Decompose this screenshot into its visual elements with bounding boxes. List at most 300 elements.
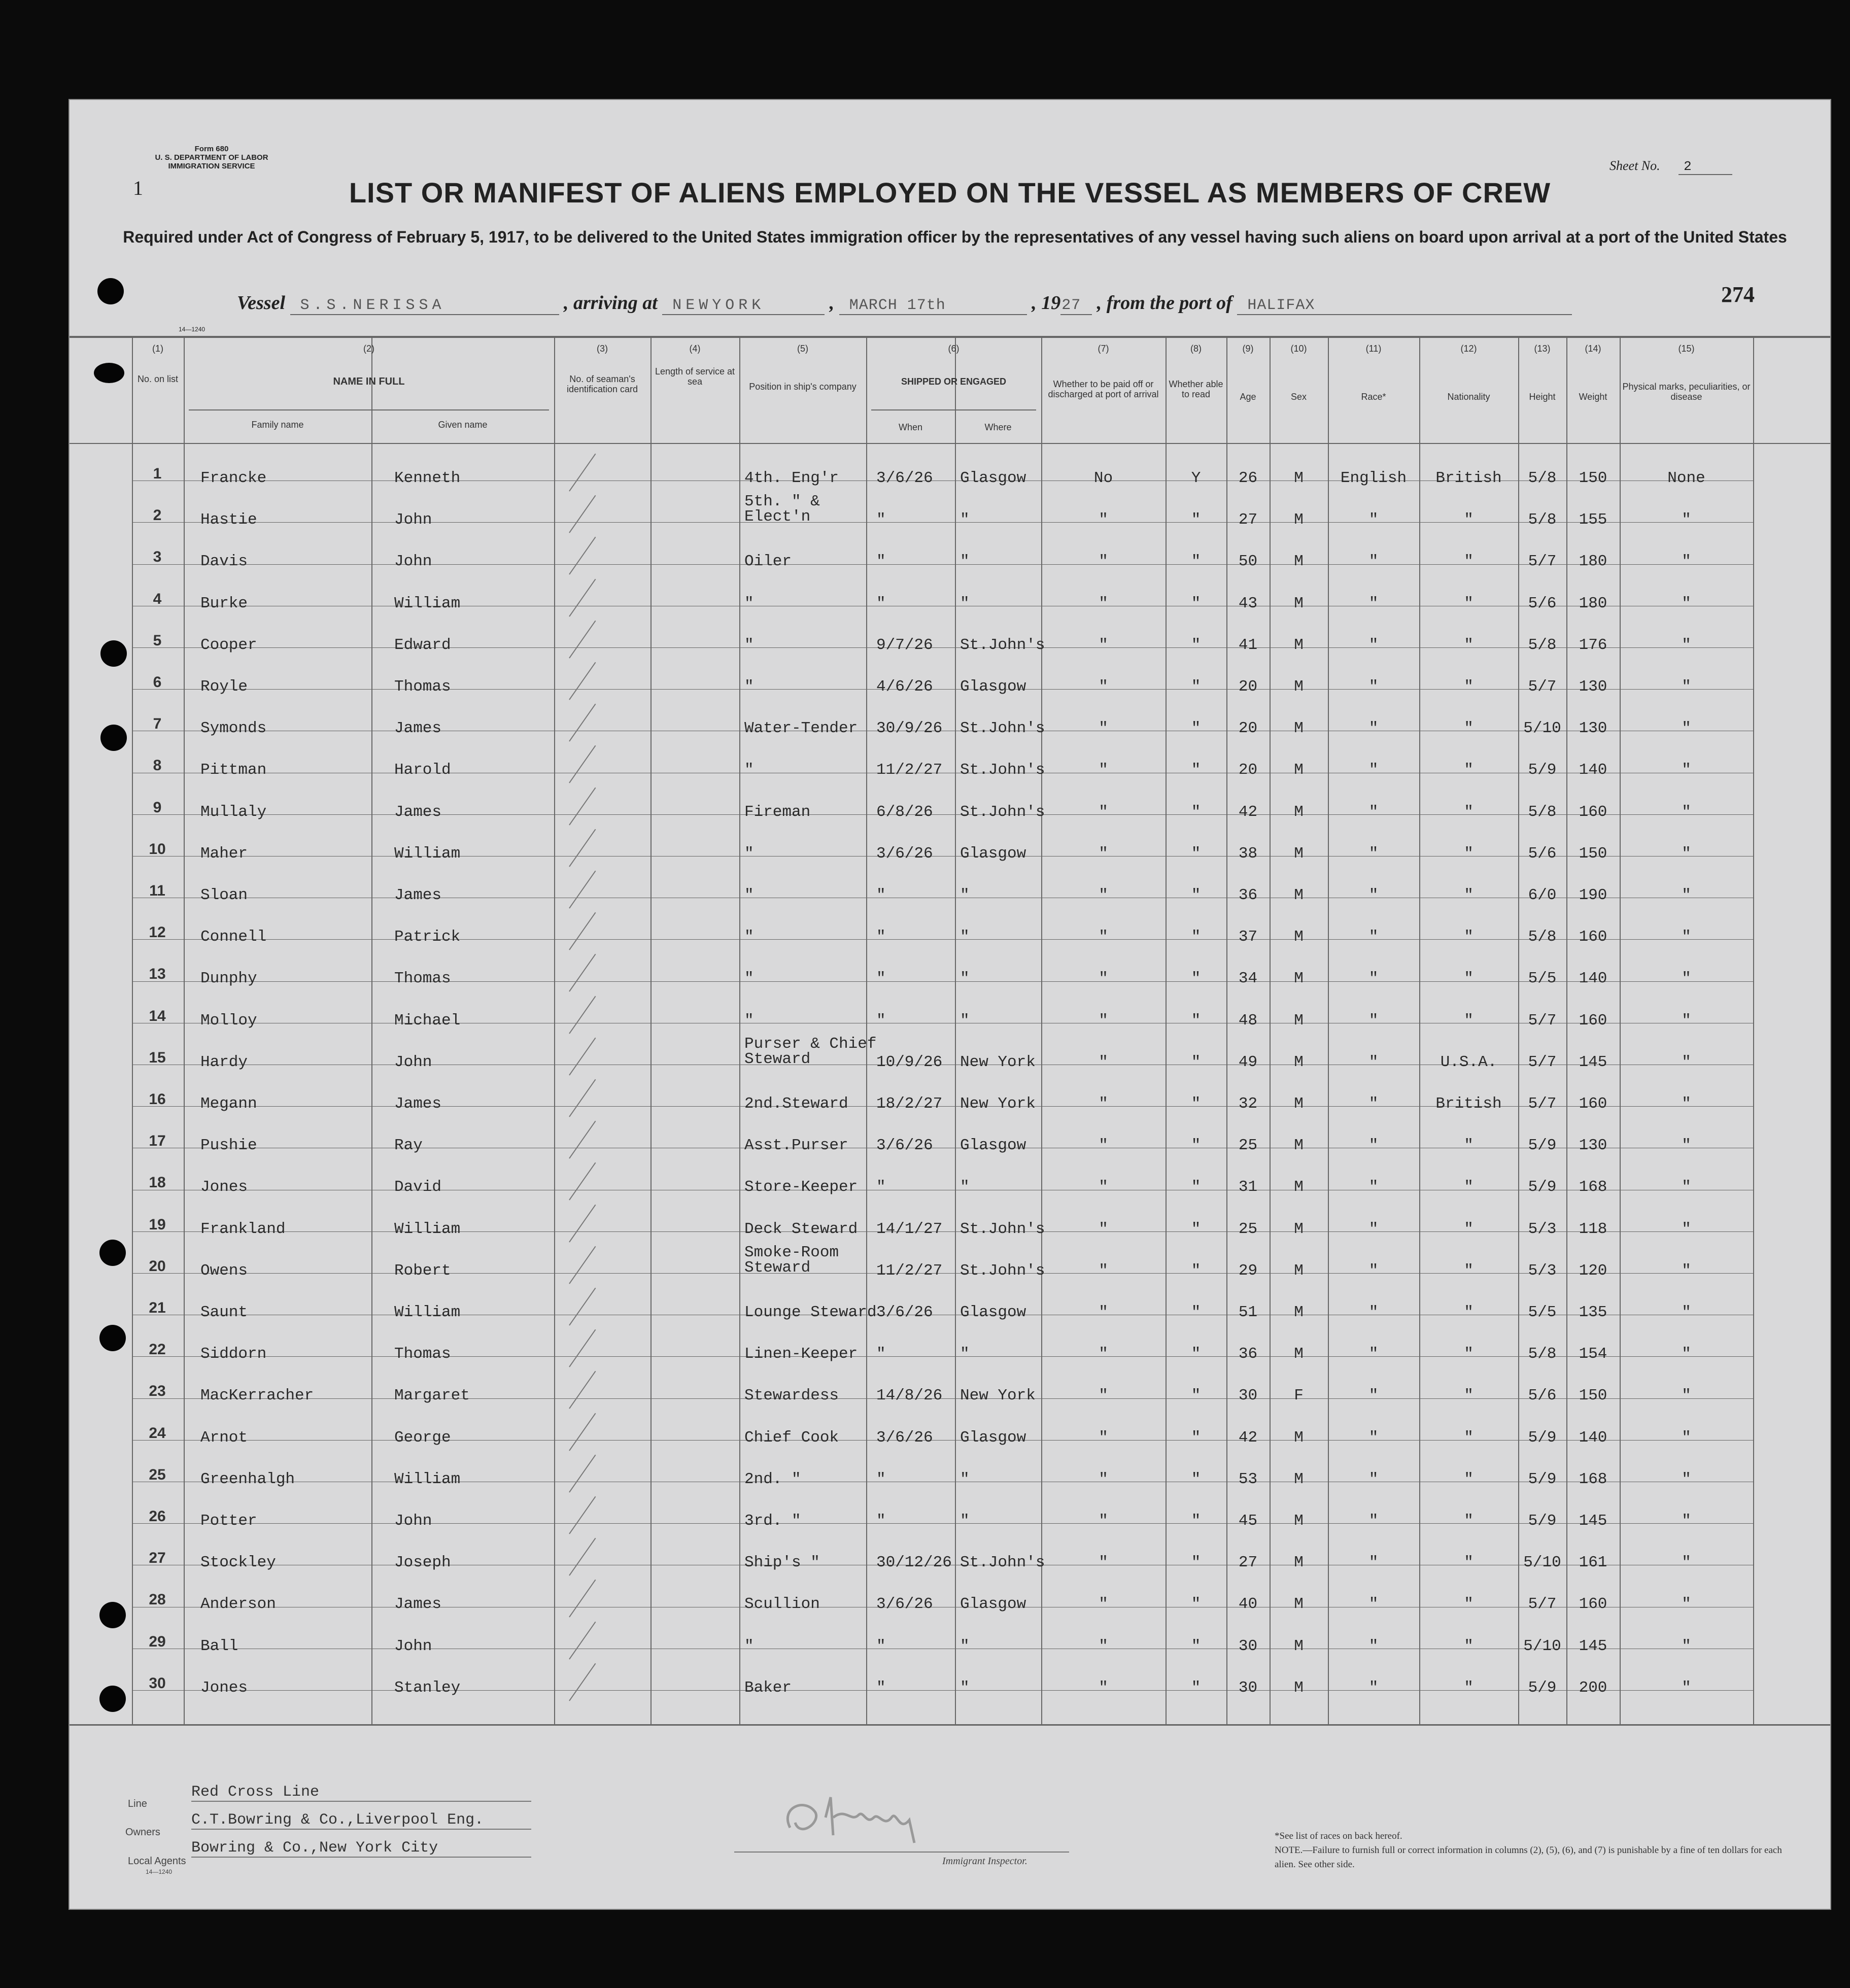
nationality-cell: " [1464, 1387, 1474, 1405]
header-family-name: Family name [251, 420, 304, 430]
weight-cell: 154 [1579, 1345, 1607, 1363]
age-cell: 48 [1238, 1011, 1258, 1030]
weight-cell: 140 [1579, 1428, 1607, 1447]
weight-cell: 145 [1579, 1637, 1607, 1655]
row-number: 24 [149, 1424, 166, 1442]
nationality-cell: " [1464, 1220, 1474, 1238]
position-cell: " [744, 844, 754, 863]
shipped-where-cell: " [960, 553, 970, 571]
weight-cell: 118 [1579, 1220, 1607, 1238]
races-note: *See list of races on back hereof. [1275, 1831, 1402, 1841]
sex-cell: M [1294, 594, 1304, 612]
sex-cell: M [1294, 1261, 1304, 1280]
height-cell: 5/7 [1528, 1095, 1557, 1113]
header-name-in-full: NAME IN FULL [333, 376, 405, 387]
column-number: (13) [1534, 344, 1551, 354]
given-name-cell: John [394, 553, 432, 571]
given-name-cell: James [394, 803, 442, 821]
header-height: Height [1529, 392, 1556, 402]
age-cell: 30 [1238, 1387, 1258, 1405]
position-cell: " [744, 761, 754, 779]
sex-cell: M [1294, 761, 1304, 779]
height-cell: 5/8 [1528, 469, 1557, 487]
family-name-cell: Mullaly [200, 803, 267, 821]
height-cell: 5/9 [1528, 1178, 1557, 1196]
year-prefix: , 19 [1032, 292, 1061, 314]
printer-code-top: 14—1240 [179, 326, 205, 333]
weight-cell: 130 [1579, 678, 1607, 696]
able-to-read-cell: " [1191, 1220, 1201, 1238]
shipped-when-cell: " [876, 1178, 886, 1196]
age-cell: 29 [1238, 1261, 1258, 1280]
inspector-signature-line [734, 1852, 1069, 1853]
position-cell: Deck Steward [744, 1220, 858, 1238]
given-name-cell: Michael [394, 1011, 461, 1030]
physical-marks-cell: " [1682, 1053, 1691, 1071]
row-number: 10 [149, 840, 166, 858]
shipped-when-cell: 4/6/26 [876, 678, 933, 696]
weight-cell: 140 [1579, 970, 1607, 988]
race-cell: " [1368, 1261, 1379, 1280]
column-number: (12) [1460, 344, 1477, 354]
shipped-where-cell: " [960, 1011, 970, 1030]
physical-marks-cell: " [1682, 761, 1691, 779]
header-paid-off: Whether to be paid off or discharged at port of arrival [1048, 379, 1159, 399]
corner-mark: 1 [133, 177, 143, 199]
race-cell: " [1368, 594, 1379, 612]
shipped-when-cell: 30/12/26 [876, 1554, 952, 1572]
sheet-number-field [1609, 158, 1732, 174]
family-name-cell: Owens [200, 1261, 248, 1280]
row-number: 29 [149, 1633, 166, 1650]
paid-off-cell: " [1099, 886, 1108, 904]
able-to-read-cell: " [1191, 844, 1201, 863]
nationality-cell: " [1464, 803, 1474, 821]
pencil-check-mark [569, 996, 596, 1034]
sex-cell: M [1294, 1053, 1304, 1071]
pencil-check-mark [569, 704, 596, 742]
row-number: 5 [153, 632, 162, 649]
physical-marks-cell: " [1682, 1678, 1691, 1697]
able-to-read-cell: " [1191, 886, 1201, 904]
family-name-cell: Arnot [200, 1428, 248, 1447]
given-name-cell: Ray [394, 1137, 423, 1155]
given-name-cell: James [394, 1095, 442, 1113]
sex-cell: M [1294, 511, 1304, 529]
pencil-check-mark [569, 537, 596, 575]
physical-marks-cell: None [1667, 469, 1705, 487]
page-subtitle: Required under Act of Congress of February 5, 1917, to be delivered to the United States immigration officer by the representatives of any vessel having such aliens on board upon arrival at a port of the United States [123, 228, 1787, 246]
row-number: 7 [153, 715, 162, 733]
age-cell: 41 [1238, 636, 1258, 654]
physical-marks-cell: " [1682, 719, 1691, 738]
able-to-read-cell: " [1191, 1137, 1201, 1155]
paid-off-cell: " [1099, 761, 1108, 779]
physical-marks-cell: " [1682, 844, 1691, 863]
shipped-when-cell: " [876, 1345, 886, 1363]
weight-cell: 160 [1579, 1595, 1607, 1614]
family-name-cell: Pittman [200, 761, 267, 779]
header-when: When [898, 422, 923, 432]
height-cell: 5/7 [1528, 678, 1557, 696]
physical-marks-cell: " [1682, 1178, 1691, 1196]
shipped-when-cell: 3/6/26 [876, 1428, 933, 1447]
paid-off-cell: " [1099, 1304, 1108, 1321]
given-name-cell: John [394, 511, 432, 529]
position-cell: Linen-Keeper [744, 1345, 858, 1363]
nationality-cell: " [1464, 761, 1474, 779]
height-cell: 6/0 [1528, 886, 1557, 904]
sheet-number-label: Sheet No. [1609, 158, 1660, 173]
shipped-where-cell: " [960, 1470, 970, 1488]
header-physical-marks: Physical marks, peculiarities, or disease [1622, 382, 1751, 402]
pencil-check-mark [569, 1288, 596, 1326]
column-rule [184, 336, 185, 1724]
service-name: IMMIGRATION SERVICE [168, 162, 255, 170]
shipped-where-cell: " [960, 1678, 970, 1697]
age-cell: 30 [1238, 1637, 1258, 1655]
column-rule [1753, 336, 1754, 1724]
height-cell: 5/6 [1528, 594, 1557, 612]
sex-cell: M [1294, 636, 1304, 654]
given-name-cell: Edward [394, 636, 451, 654]
family-name-cell: Greenhalgh [200, 1470, 295, 1488]
shipped-where-cell: " [960, 594, 970, 612]
height-cell: 5/5 [1528, 1304, 1557, 1321]
row-number: 28 [149, 1591, 166, 1608]
race-cell: " [1368, 1512, 1379, 1530]
header-given-name: Given name [438, 420, 488, 430]
weight-cell: 160 [1579, 928, 1607, 946]
position-cell: 2nd. " [744, 1470, 801, 1488]
family-name-cell: Davis [200, 553, 248, 571]
shipped-when-cell: " [876, 511, 886, 529]
able-to-read-cell: " [1191, 1595, 1201, 1614]
shipped-where-cell: " [960, 1637, 970, 1655]
shipped-when-cell: " [876, 970, 886, 988]
pencil-check-mark [569, 1538, 596, 1576]
column-number: (15) [1678, 344, 1695, 354]
height-cell: 5/7 [1528, 1053, 1557, 1071]
sex-cell: M [1294, 1637, 1304, 1655]
family-name-cell: Symonds [200, 719, 267, 738]
pencil-check-mark [569, 1204, 596, 1242]
pencil-check-mark [569, 745, 596, 783]
pencil-check-mark [569, 1580, 596, 1618]
pencil-check-mark [569, 1496, 596, 1534]
paid-off-cell: " [1099, 636, 1108, 654]
pencil-check-mark [569, 454, 596, 492]
shipped-where-cell: St.John's [960, 803, 1045, 821]
physical-marks-cell: " [1682, 1304, 1691, 1321]
shipped-where-cell: St.John's [960, 1554, 1045, 1572]
position-cell: Chief Cook [744, 1428, 839, 1447]
paid-off-cell: " [1099, 1595, 1108, 1614]
age-cell: 51 [1238, 1304, 1258, 1321]
shipped-when-cell: 30/9/26 [876, 719, 943, 738]
pencil-check-mark [569, 620, 596, 658]
printer-code-bottom: 14—1240 [146, 1868, 173, 1875]
family-name-cell: Connell [200, 928, 267, 946]
race-cell: " [1368, 1053, 1379, 1071]
weight-cell: 135 [1579, 1304, 1607, 1321]
race-cell: " [1368, 761, 1379, 779]
vessel-name: S.S.NERISSA [290, 297, 559, 315]
paid-off-cell: " [1099, 719, 1108, 738]
given-name-cell: William [394, 1304, 461, 1321]
age-cell: 20 [1238, 761, 1258, 779]
age-cell: 34 [1238, 970, 1258, 988]
paid-off-cell: " [1099, 1220, 1108, 1238]
weight-cell: 190 [1579, 886, 1607, 904]
paid-off-cell: " [1099, 1011, 1108, 1030]
punch-hole [100, 640, 127, 667]
shipped-when-cell: 3/6/26 [876, 1304, 933, 1321]
shipped-when-cell: 9/7/26 [876, 636, 933, 654]
row-number: 19 [149, 1216, 166, 1233]
row-number: 8 [153, 757, 162, 774]
physical-marks-cell: " [1682, 1137, 1691, 1155]
given-name-cell: Thomas [394, 678, 451, 696]
paid-off-cell: " [1099, 803, 1108, 821]
column-number: (4) [689, 344, 701, 354]
race-cell: " [1368, 553, 1379, 571]
position-cell: Ship's " [744, 1554, 820, 1572]
shipped-when-cell: " [876, 886, 886, 904]
punch-hole [99, 1602, 126, 1628]
physical-marks-cell: " [1682, 1637, 1691, 1655]
pencil-check-mark [569, 912, 596, 950]
nationality-cell: " [1464, 1595, 1474, 1614]
column-rule [955, 336, 956, 1724]
nationality-cell: " [1464, 928, 1474, 946]
sex-cell: M [1294, 1470, 1304, 1488]
height-cell: 5/9 [1528, 761, 1557, 779]
shipped-when-cell: 11/2/27 [876, 1261, 943, 1280]
position-cell: Asst.Purser [744, 1137, 848, 1155]
inspector-signature [770, 1787, 1034, 1848]
age-cell: 20 [1238, 719, 1258, 738]
height-cell: 5/9 [1528, 1428, 1557, 1447]
punch-hole [100, 725, 127, 751]
height-cell: 5/9 [1528, 1470, 1557, 1488]
shipped-where-cell: " [960, 970, 970, 988]
shipped-when-cell: 3/6/26 [876, 1595, 933, 1614]
weight-cell: 168 [1579, 1470, 1607, 1488]
shipped-where-cell: Glasgow [960, 469, 1026, 487]
row-number: 15 [149, 1049, 166, 1066]
sex-cell: M [1294, 1095, 1304, 1113]
able-to-read-cell: " [1191, 1345, 1201, 1363]
sex-cell: M [1294, 1678, 1304, 1697]
height-cell: 5/8 [1528, 928, 1557, 946]
height-cell: 5/7 [1528, 553, 1557, 571]
sex-cell: M [1294, 678, 1304, 696]
table-bottom-rule [70, 1724, 1830, 1726]
header-shipped-or-engaged: SHIPPED OR ENGAGED [901, 376, 1007, 387]
physical-marks-cell: " [1682, 1595, 1691, 1614]
able-to-read-cell: " [1191, 511, 1201, 529]
nationality-cell: " [1464, 594, 1474, 612]
weight-cell: 150 [1579, 844, 1607, 863]
paid-off-cell: " [1099, 970, 1108, 988]
weight-cell: 160 [1579, 1011, 1607, 1030]
row-number: 14 [149, 1007, 166, 1024]
weight-cell: 180 [1579, 553, 1607, 571]
position-cell: Lounge Steward [744, 1304, 877, 1321]
age-cell: 49 [1238, 1053, 1258, 1071]
pencil-check-mark [569, 954, 596, 992]
shipped-when-cell: " [876, 594, 886, 612]
column-rule [866, 336, 867, 1724]
able-to-read-cell: " [1191, 1095, 1201, 1113]
punch-hole [94, 363, 124, 383]
height-cell: 5/3 [1528, 1220, 1557, 1238]
row-number: 13 [149, 966, 166, 983]
department-name: U. S. DEPARTMENT OF LABOR [155, 153, 268, 162]
age-cell: 36 [1238, 886, 1258, 904]
nationality-cell: U.S.A. [1440, 1053, 1497, 1071]
physical-marks-cell: " [1682, 1095, 1691, 1113]
able-to-read-cell: " [1191, 1011, 1201, 1030]
age-cell: 40 [1238, 1595, 1258, 1614]
name-header-rule [189, 409, 549, 410]
position-cell: Baker [744, 1678, 792, 1697]
weight-cell: 155 [1579, 511, 1607, 529]
shipped-when-cell: " [876, 1637, 886, 1655]
shipped-when-cell: " [876, 1512, 886, 1530]
page-title: LIST OR MANIFEST OF ALIENS EMPLOYED ON THE VESSEL AS MEMBERS OF CREW [349, 177, 1551, 209]
weight-cell: 140 [1579, 761, 1607, 779]
header-able-to-read: Whether able to read [1169, 379, 1223, 399]
header-id-card: No. of seaman's identification card [566, 374, 638, 394]
able-to-read-cell: " [1191, 1053, 1201, 1071]
from-port: HALIFAX [1237, 297, 1572, 315]
shipped-where-cell: St.John's [960, 1261, 1045, 1280]
column-number: (14) [1585, 344, 1601, 354]
age-cell: 25 [1238, 1137, 1258, 1155]
weight-cell: 161 [1579, 1554, 1607, 1572]
header-position: Position in ship's company [749, 382, 857, 392]
position-cell: Stewardess [744, 1387, 839, 1405]
given-name-cell: Margaret [394, 1387, 470, 1405]
weight-cell: 145 [1579, 1512, 1607, 1530]
family-name-cell: Stockley [200, 1554, 276, 1572]
paid-off-cell: " [1099, 1178, 1108, 1196]
paid-off-cell: " [1099, 1512, 1108, 1530]
height-cell: 5/3 [1528, 1261, 1557, 1280]
height-cell: 5/10 [1523, 1554, 1561, 1572]
age-cell: 50 [1238, 553, 1258, 571]
nationality-cell: " [1464, 1011, 1474, 1030]
shipped-where-cell: St.John's [960, 636, 1045, 654]
family-name-cell: Siddorn [200, 1345, 267, 1363]
able-to-read-cell: " [1191, 636, 1201, 654]
column-number: (9) [1242, 344, 1254, 354]
able-to-read-cell: " [1191, 1261, 1201, 1280]
column-number: (2) [363, 344, 374, 354]
sex-cell: M [1294, 1011, 1304, 1030]
family-name-cell: MacKerracher [200, 1387, 314, 1405]
family-name-cell: Cooper [200, 636, 257, 654]
shipped-where-cell: St.John's [960, 1220, 1045, 1238]
shipped-where-cell: " [960, 1178, 970, 1196]
age-cell: 53 [1238, 1470, 1258, 1488]
able-to-read-cell: " [1191, 719, 1201, 738]
family-name-cell: Royle [200, 678, 248, 696]
physical-marks-cell: " [1682, 636, 1691, 654]
shipped-where-cell: Glasgow [960, 678, 1026, 696]
nationality-cell: " [1464, 719, 1474, 738]
row-number: 4 [153, 590, 162, 607]
shipped-when-cell: " [876, 553, 886, 571]
height-cell: 5/9 [1528, 1137, 1557, 1155]
family-name-cell: Burke [200, 594, 248, 612]
race-cell: " [1368, 970, 1379, 988]
from-label: , from the port of [1097, 292, 1232, 314]
race-cell: English [1340, 469, 1407, 487]
shipped-where-cell: " [960, 1345, 970, 1363]
race-cell: " [1368, 1595, 1379, 1614]
header-sex: Sex [1290, 392, 1307, 402]
row-number: 18 [149, 1174, 166, 1191]
race-cell: " [1368, 719, 1379, 738]
paid-off-cell: " [1099, 553, 1108, 571]
sex-cell: M [1294, 1428, 1304, 1447]
position-cell: 5th. " & Elect'n [744, 493, 820, 526]
paid-off-cell: " [1099, 1678, 1108, 1697]
able-to-read-cell: " [1191, 678, 1201, 696]
nationality-cell: " [1464, 511, 1474, 529]
able-to-read-cell: " [1191, 553, 1201, 571]
row-number: 2 [153, 507, 162, 524]
page-number: 274 [1721, 282, 1755, 307]
row-number: 23 [149, 1383, 166, 1400]
height-cell: 5/7 [1528, 1011, 1557, 1030]
physical-marks-cell: " [1682, 678, 1691, 696]
row-number: 17 [149, 1133, 166, 1150]
form-id-block [135, 145, 288, 170]
race-cell: " [1368, 1137, 1379, 1155]
sex-cell: M [1294, 886, 1304, 904]
weight-cell: 160 [1579, 803, 1607, 821]
sex-cell: M [1294, 1304, 1304, 1321]
able-to-read-cell: " [1191, 1387, 1201, 1405]
family-name-cell: Frankland [200, 1220, 286, 1238]
physical-marks-cell: " [1682, 928, 1691, 946]
sex-cell: M [1294, 803, 1304, 821]
nationality-cell: " [1464, 970, 1474, 988]
height-cell: 5/9 [1528, 1678, 1557, 1697]
pencil-check-mark [569, 1413, 596, 1451]
age-cell: 26 [1238, 469, 1258, 487]
position-cell: " [744, 1011, 754, 1030]
given-name-cell: James [394, 886, 442, 904]
column-rule [650, 336, 652, 1724]
height-cell: 5/7 [1528, 1595, 1557, 1614]
column-number: (11) [1365, 344, 1382, 354]
family-name-cell: Saunt [200, 1304, 248, 1321]
header-nationality: Nationality [1447, 392, 1490, 402]
shipped-where-cell: " [960, 886, 970, 904]
line-label: Line [128, 1798, 147, 1809]
paid-off-cell: " [1099, 511, 1108, 529]
physical-marks-cell: " [1682, 1387, 1691, 1405]
race-cell: " [1368, 1345, 1379, 1363]
position-cell: Smoke-Room Steward [744, 1243, 839, 1277]
column-number: (8) [1190, 344, 1202, 354]
sex-cell: M [1294, 1220, 1304, 1238]
